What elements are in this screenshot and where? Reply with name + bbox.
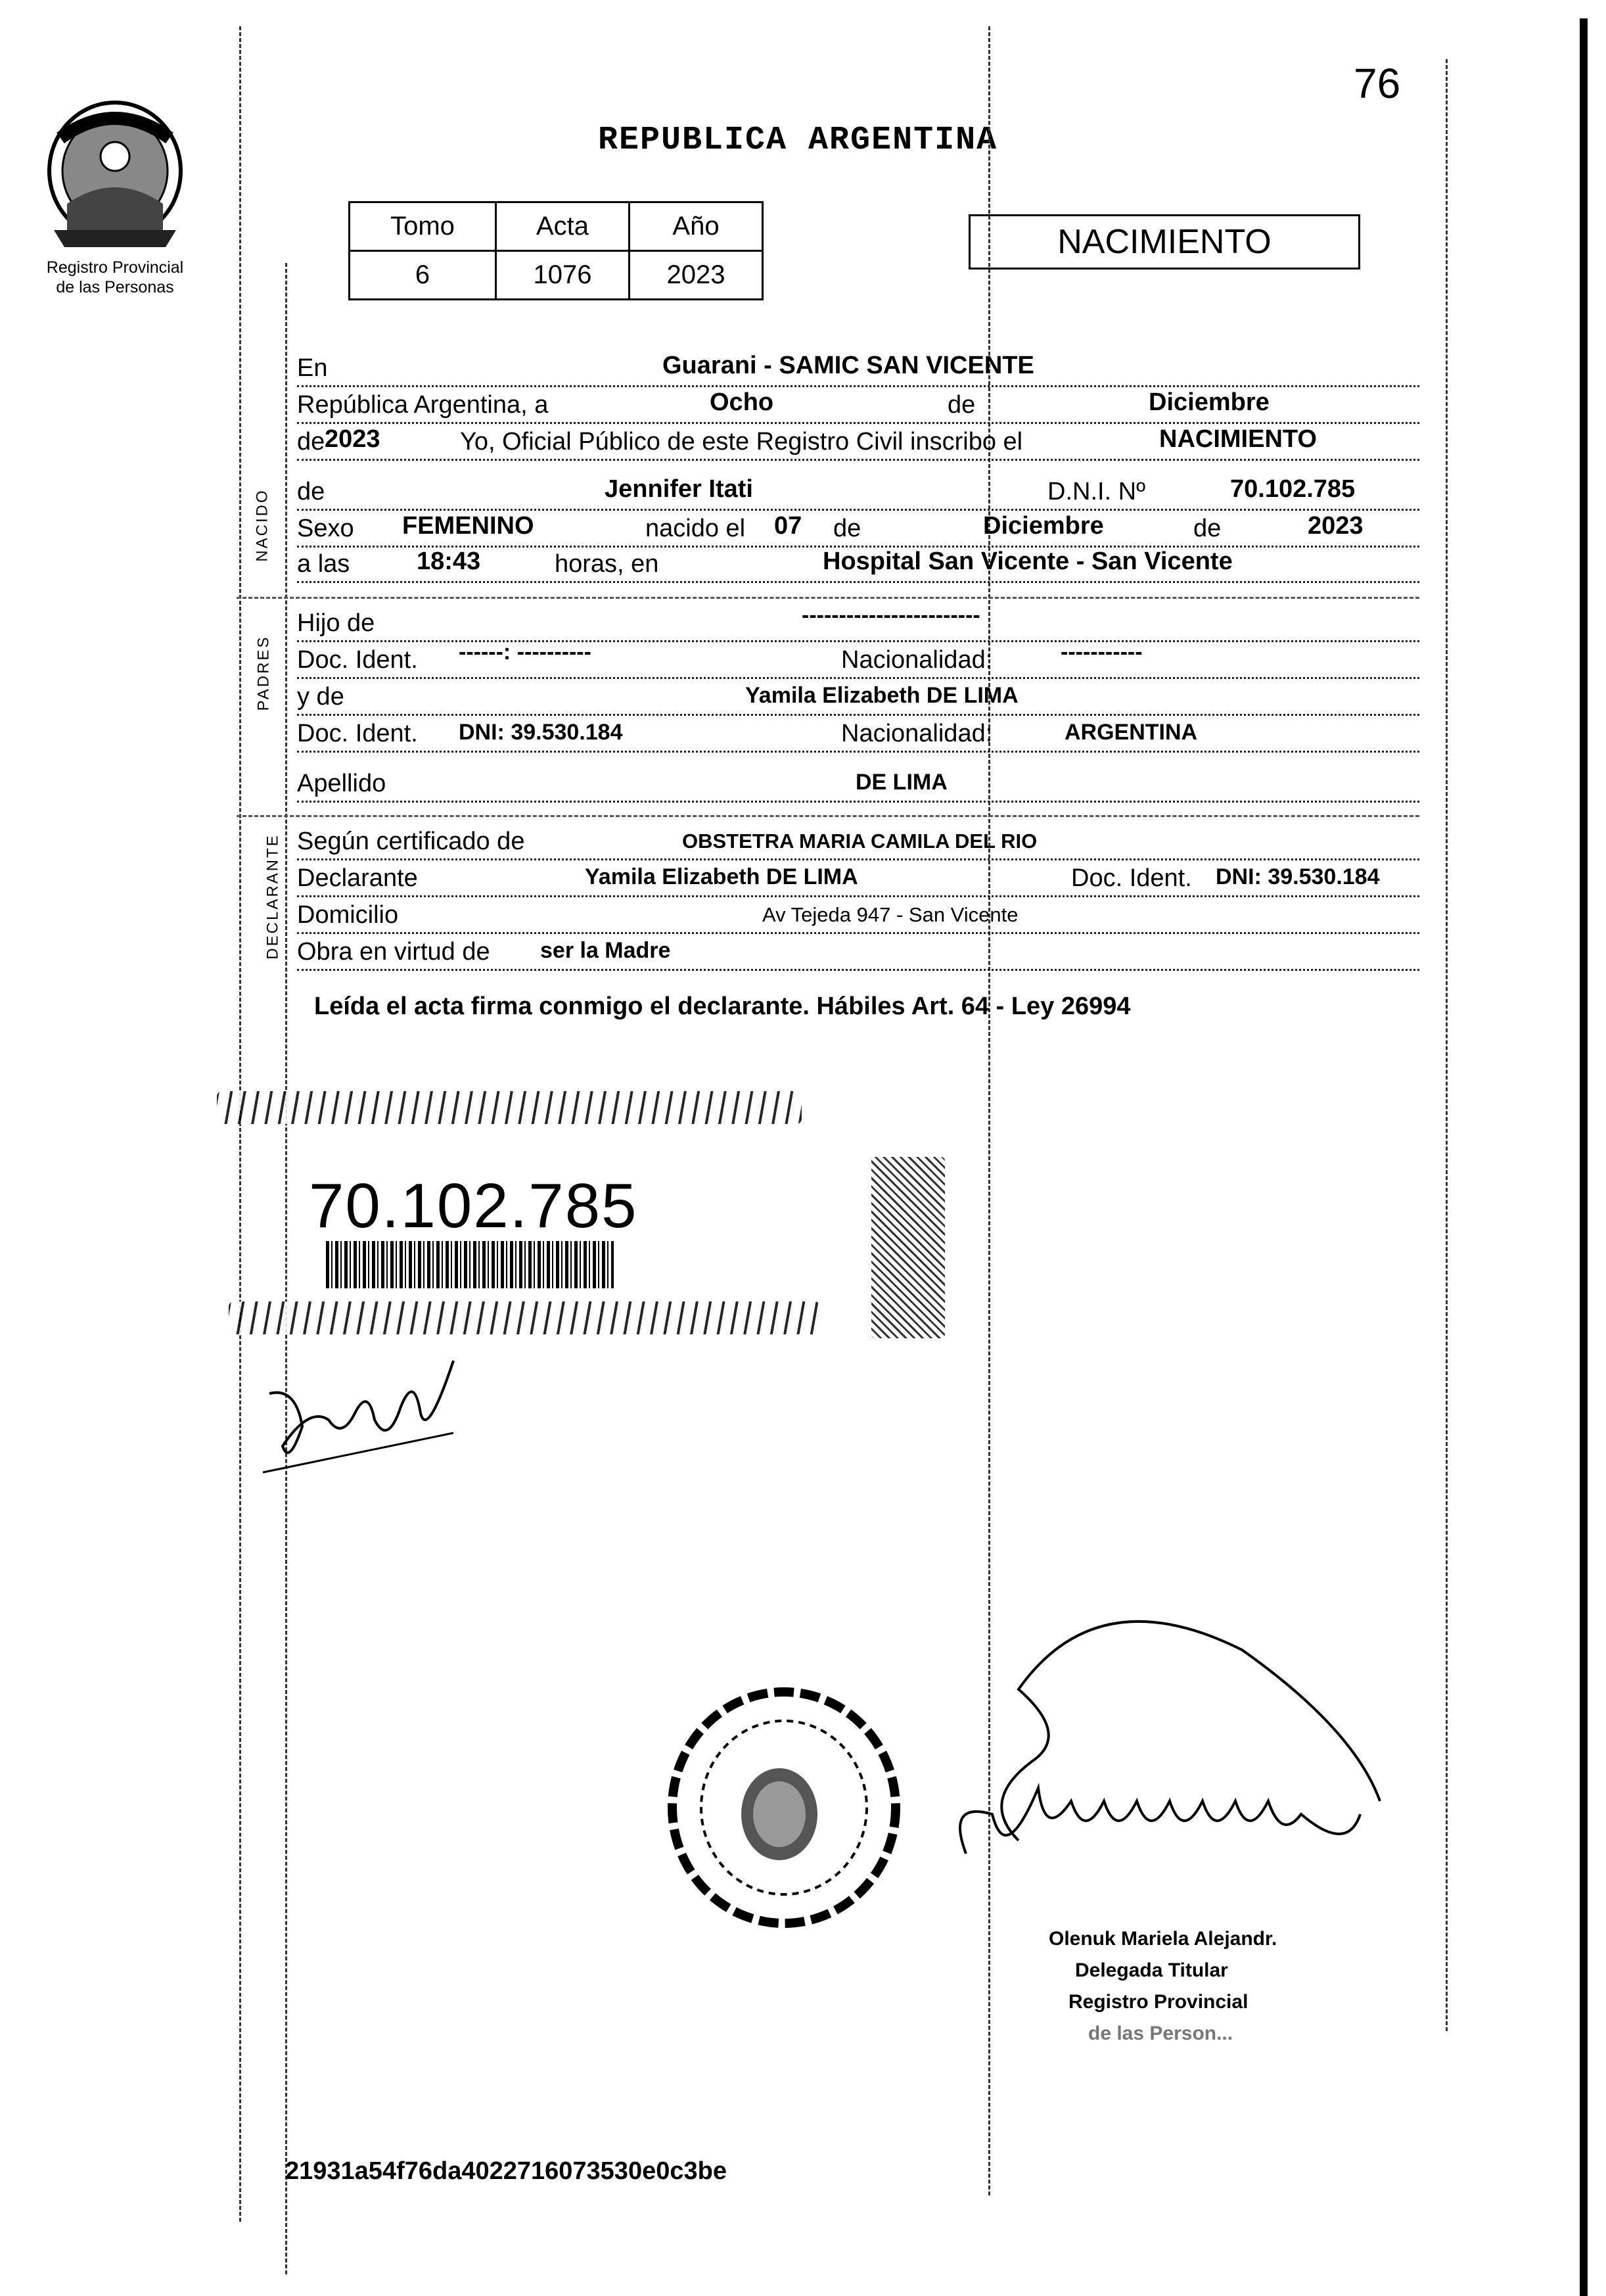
sexo-value: FEMENINO	[402, 512, 534, 540]
page-edge-bar	[1580, 18, 1588, 2296]
anio-header: Año	[630, 202, 763, 251]
document-hash: 21931a54f76da4022716073530e0c3be	[285, 2157, 727, 2185]
dni-value: 70.102.785	[1230, 475, 1356, 503]
label: Apellido	[297, 770, 386, 797]
obra-value: ser la Madre	[540, 938, 671, 963]
padre-doc-value: ------: ----------	[459, 640, 591, 665]
left-margin-line	[239, 26, 241, 2222]
row-sexo	[297, 513, 1419, 548]
section-label-nacido: NACIDO	[253, 488, 271, 562]
closing-statement: Leída el acta firma conmigo el declarante. Hábiles Art. 64 - Ley 26994	[314, 993, 1131, 1020]
row-madre-doc	[297, 718, 1419, 753]
madre-doc-value: DNI: 39.530.184	[459, 720, 623, 745]
signatory-office: Registro Provincial	[1068, 1991, 1249, 2013]
anio-value: 2023	[630, 251, 763, 300]
document-title: REPUBLICA ARGENTINA	[598, 122, 998, 159]
padre-value: ------------------------	[802, 603, 980, 628]
row-fecha	[297, 389, 1419, 424]
security-wave-band-bottom	[229, 1301, 820, 1334]
section-divider	[237, 815, 1419, 817]
lugar-nac-value: Hospital San Vicente - San Vicente	[823, 548, 1233, 575]
row-nombre	[297, 476, 1419, 511]
signatory-block	[1049, 1923, 1277, 2044]
right-margin-line	[1446, 59, 1448, 2031]
dia-nac-value: 07	[774, 512, 802, 540]
logo-caption-line: de las Personas	[56, 278, 174, 296]
signatory-office-2: de las Person...	[1088, 2023, 1233, 2044]
tipo-value: NACIMIENTO	[1159, 425, 1317, 453]
madre-nac-value: ARGENTINA	[1065, 720, 1198, 745]
label: Doc. Ident.	[297, 646, 418, 674]
label: horas, en	[555, 550, 659, 578]
label: D.N.I. Nº	[1047, 478, 1145, 505]
section-label-declarante: DECLARANTE	[264, 833, 282, 960]
label: de	[948, 391, 976, 419]
padre-nac-value: -----------	[1061, 640, 1143, 665]
tomo-value: 6	[350, 251, 496, 300]
province-seal-logo	[41, 99, 189, 254]
madre-value: Yamila Elizabeth DE LIMA	[745, 683, 1019, 708]
hologram-seal	[871, 1157, 945, 1338]
row-inscripcion	[297, 426, 1419, 461]
label: Según certificado de	[297, 828, 525, 855]
registry-table	[348, 201, 764, 300]
row-domicilio	[297, 899, 1419, 934]
official-signature	[900, 1604, 1439, 1933]
row-apellido	[297, 768, 1419, 803]
barcode-number: 70.102.785	[309, 1171, 638, 1241]
row-declarante	[297, 862, 1419, 897]
domicilio-value: Av Tejeda 947 - San Vicente	[762, 903, 1019, 926]
signatory-title: Delegada Titular	[1075, 1959, 1228, 1981]
section-label-padres: PADRES	[254, 635, 273, 711]
row-padre-doc	[297, 640, 1419, 679]
label: Doc. Ident.	[297, 720, 418, 747]
mes-texto-value: Diciembre	[1149, 388, 1270, 416]
row-obra	[297, 936, 1419, 971]
signatory-name: Olenuk Mariela Alejandr.	[1049, 1928, 1277, 1950]
record-type-box: NACIMIENTO	[969, 214, 1360, 269]
declarant-signature	[256, 1347, 480, 1479]
label: y de	[297, 683, 344, 711]
declarante-value: Yamila Elizabeth DE LIMA	[585, 864, 858, 889]
label: Obra en virtud de	[297, 938, 490, 966]
apellido-value: DE LIMA	[856, 770, 948, 795]
lugar-value: Guarani - SAMIC SAN VICENTE	[662, 352, 1034, 379]
certificado-value: OBSTETRA MARIA CAMILA DEL RIO	[682, 830, 1038, 853]
row-lugar	[297, 352, 1419, 387]
nombre-value: Jennifer Itati	[605, 475, 753, 503]
anio-nac-value: 2023	[1308, 512, 1364, 540]
hora-value: 18:43	[417, 548, 481, 575]
page-number: 76	[1354, 60, 1401, 107]
label: de	[833, 515, 861, 542]
row-certificado	[297, 826, 1419, 860]
label: Sexo	[297, 515, 354, 542]
tomo-header: Tomo	[350, 202, 496, 251]
logo-caption-line: Registro Provincial	[46, 258, 184, 277]
row-hora	[297, 548, 1419, 583]
row-padre	[297, 603, 1419, 642]
row-madre	[297, 681, 1419, 716]
label: República Argentina, a	[297, 391, 549, 419]
label: Declarante	[297, 864, 418, 892]
acta-header: Acta	[496, 202, 630, 251]
label: a las	[297, 550, 350, 578]
section-divider	[237, 597, 1419, 599]
label: nacido el	[645, 515, 746, 542]
label: Yo, Oficial Público de este Registro Civil inscribo el	[460, 428, 1023, 456]
label: de	[297, 428, 325, 456]
dia-texto-value: Ocho	[710, 388, 774, 416]
official-stamp	[661, 1683, 907, 1933]
logo-caption	[26, 258, 204, 297]
barcode	[326, 1241, 614, 1288]
acta-value: 1076	[496, 251, 630, 300]
label: de	[1193, 515, 1222, 542]
mes-nac-value: Diciembre	[983, 512, 1104, 540]
label: Nacionalidad:	[841, 720, 993, 747]
label: En	[297, 354, 328, 382]
inner-margin-line	[285, 263, 287, 2274]
declarante-doc-value: DNI: 39.530.184	[1216, 864, 1380, 889]
security-wave-band-top	[217, 1091, 802, 1124]
anio-value: 2023	[325, 425, 380, 453]
label: Doc. Ident.	[1071, 864, 1192, 892]
label: Nacionalidad:	[841, 646, 993, 674]
label: Hijo de	[297, 609, 375, 637]
label: Domicilio	[297, 901, 399, 929]
label: de	[297, 478, 325, 505]
